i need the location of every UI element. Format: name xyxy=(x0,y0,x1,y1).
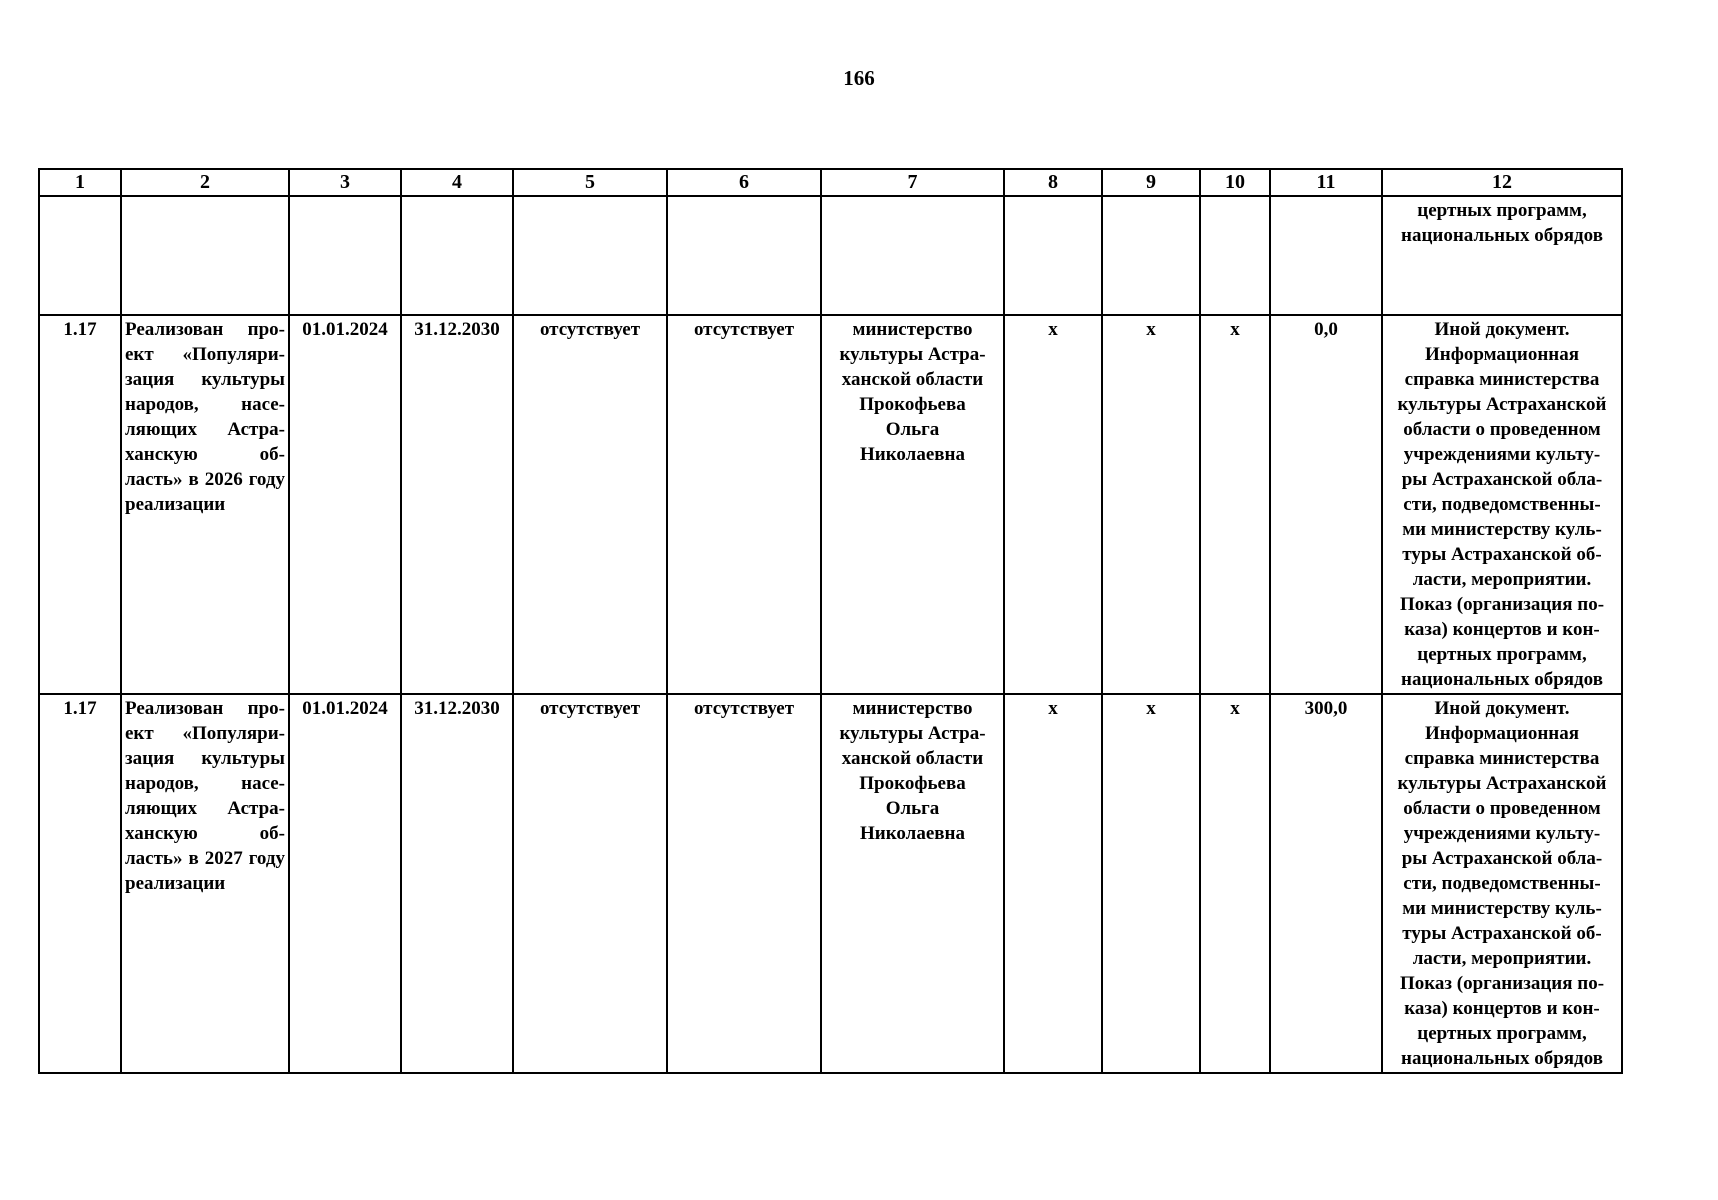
row-number: 1.17 xyxy=(39,694,121,1073)
start-date-cell: 01.01.2024 xyxy=(289,315,401,694)
column-header: 3 xyxy=(289,169,401,196)
document-cell: цертных программ, национальных обрядов xyxy=(1382,196,1622,315)
col6-cell: отсутствует xyxy=(667,315,821,694)
amount-cell: 0,0 xyxy=(1270,315,1382,694)
column-header: 1 xyxy=(39,169,121,196)
table-cell xyxy=(821,196,1004,315)
plan-table xyxy=(38,168,1623,1074)
header-row xyxy=(39,169,1622,196)
table-cell xyxy=(1102,196,1200,315)
column-header: 2 xyxy=(121,169,289,196)
start-date-cell: 01.01.2024 xyxy=(289,694,401,1073)
column-header: 5 xyxy=(513,169,667,196)
table-cell xyxy=(401,196,513,315)
column-header: 4 xyxy=(401,169,513,196)
responsible-cell: министерство культуры Астра- ханской области Прокофьева Ольга Николаевна xyxy=(821,694,1004,1073)
table-cell xyxy=(289,196,401,315)
table-cell xyxy=(1270,196,1382,315)
col9-cell: x xyxy=(1102,315,1200,694)
table-cell xyxy=(513,196,667,315)
col8-cell: x xyxy=(1004,315,1102,694)
col9-cell: x xyxy=(1102,694,1200,1073)
col8-cell: x xyxy=(1004,694,1102,1073)
column-header: 6 xyxy=(667,169,821,196)
responsible-cell: министерство культуры Астра- ханской области Прокофьева Ольга Николаевна xyxy=(821,315,1004,694)
table-cell xyxy=(1200,196,1270,315)
end-date-cell: 31.12.2030 xyxy=(401,694,513,1073)
continuation-row xyxy=(39,196,1622,315)
table-cell xyxy=(667,196,821,315)
table-cell xyxy=(1004,196,1102,315)
column-header: 12 xyxy=(1382,169,1622,196)
table-cell xyxy=(39,196,121,315)
table-cell xyxy=(121,196,289,315)
row-number: 1.17 xyxy=(39,315,121,694)
column-header: 7 xyxy=(821,169,1004,196)
col10-cell: x xyxy=(1200,694,1270,1073)
col6-cell: отсутствует xyxy=(667,694,821,1073)
col10-cell: x xyxy=(1200,315,1270,694)
document-cell: Иной документ. Информационная справка министерства культуры Астраханской области о проведенном учреждениями культу- ры Астраханской обла- сти, подведомственны- ми министерству куль- туры Астраханской об- ласти, мероприятии. Показ (организация по- каза) концертов и кон- цертных программ, национальных обрядов xyxy=(1382,694,1622,1073)
result-name-cell: Реализован про-ект «Популяри-зация культуры народов, насе-ляющих Астра-ханскую об-ласть» в 2026 году реализации xyxy=(121,315,289,694)
column-header: 11 xyxy=(1270,169,1382,196)
column-header: 9 xyxy=(1102,169,1200,196)
page-number: 166 xyxy=(843,66,875,90)
table-row xyxy=(39,694,1622,1073)
amount-cell: 300,0 xyxy=(1270,694,1382,1073)
column-header: 8 xyxy=(1004,169,1102,196)
end-date-cell: 31.12.2030 xyxy=(401,315,513,694)
col5-cell: отсутствует xyxy=(513,315,667,694)
result-name-cell: Реализован про-ект «Популяри-зация культуры народов, насе-ляющих Астра-ханскую об-ласть» в 2027 году реализации xyxy=(121,694,289,1073)
document-cell: Иной документ. Информационная справка министерства культуры Астраханской области о проведенном учреждениями культу- ры Астраханской обла- сти, подведомственны- ми министерству куль- туры Астраханской об- ласти, мероприятии. Показ (организация по- каза) концертов и кон- цертных программ, национальных обрядов xyxy=(1382,315,1622,694)
column-header: 10 xyxy=(1200,169,1270,196)
col5-cell: отсутствует xyxy=(513,694,667,1073)
table-row xyxy=(39,315,1622,694)
